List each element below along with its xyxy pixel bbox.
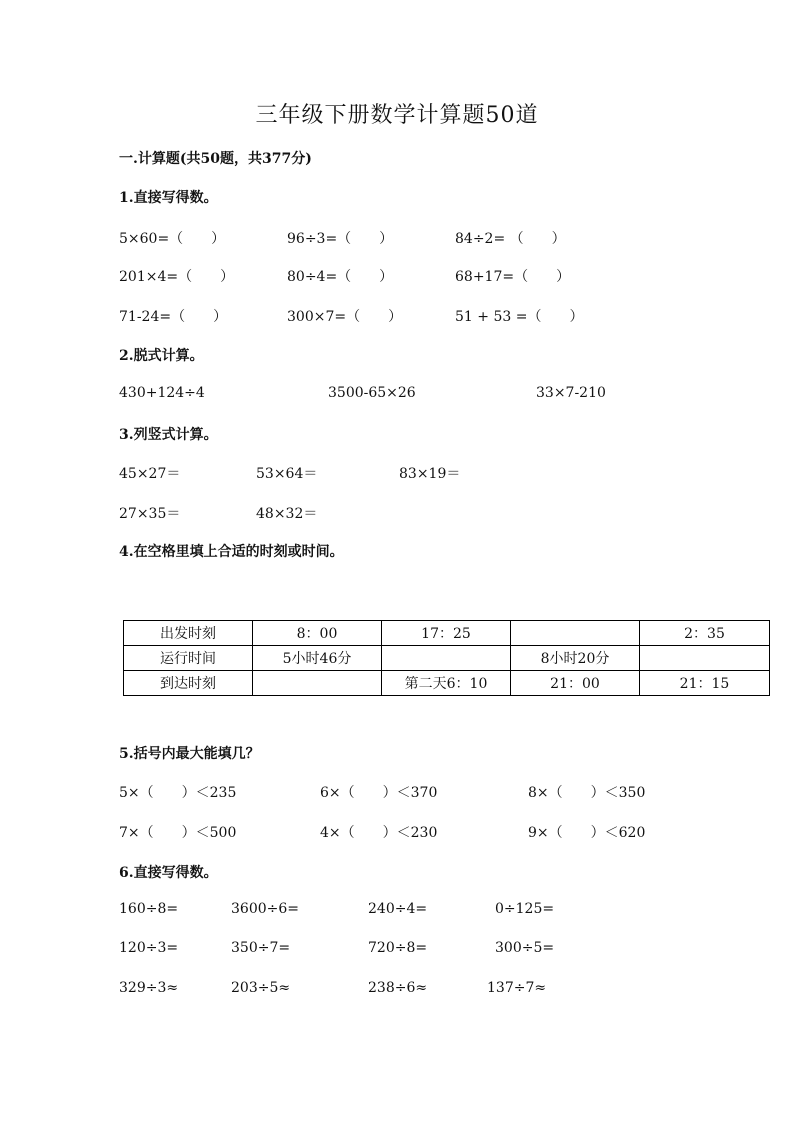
q5-item: 9×（ ）＜620 [528,825,646,841]
table-cell: 运行时间 [124,646,253,671]
table-cell: 5小时46分 [253,646,382,671]
question-3-heading: 3.列竖式计算。 [119,427,218,443]
table-cell: 8：00 [253,621,382,646]
question-5-heading: 5.括号内最大能填几？ [119,746,260,762]
q5-item: 5×（ ）＜235 [119,785,237,801]
q3-item: 27×35＝ [119,506,181,522]
question-6-heading: 6.直接写得数。 [119,865,218,881]
q1-item: 80÷4=（ ） [287,269,394,285]
table-cell: 17：25 [382,621,511,646]
q3-item: 83×19＝ [399,466,461,482]
q6-item: 0÷125= [495,901,555,917]
q3-item: 45×27＝ [119,466,181,482]
q6-item: 120÷3= [119,940,179,956]
table-cell: 21：00 [511,671,640,696]
q6-item: 329÷3≈ [119,980,179,996]
q6-item: 203÷5≈ [231,980,291,996]
table-cell [253,671,382,696]
q1-item: 51 + 53 =（ ） [455,309,584,325]
table-cell: 第二天6：10 [382,671,511,696]
q6-item: 720÷8= [368,940,428,956]
q5-item: 7×（ ）＜500 [119,825,237,841]
q6-item: 137÷7≈ [487,980,547,996]
q5-item: 4×（ ）＜230 [320,825,438,841]
q3-item: 53×64＝ [256,466,318,482]
q6-item: 240÷4= [368,901,428,917]
table-cell [382,646,511,671]
q6-item: 300÷5= [495,940,555,956]
q1-item: 68+17=（ ） [455,269,571,285]
table-cell [640,646,770,671]
q2-item: 3500-65×26 [328,385,416,401]
q5-item: 8×（ ）＜350 [528,785,646,801]
page-title: 三年级下册数学计算题50道 [255,103,539,128]
q6-item: 350÷7= [231,940,291,956]
table-cell: 出发时刻 [124,621,253,646]
section-heading: 一.计算题(共50题，共377分) [119,151,312,167]
q6-item: 238÷6≈ [368,980,428,996]
table-cell: 2：35 [640,621,770,646]
q5-item: 6×（ ）＜370 [320,785,438,801]
table-cell: 21：15 [640,671,770,696]
question-4-heading: 4.在空格里填上合适的时刻或时间。 [119,544,344,560]
q1-item: 84÷2= （ ） [455,231,566,247]
question-1-heading: 1.直接写得数。 [119,190,218,206]
q2-item: 430+124÷4 [119,385,205,401]
q1-item: 71-24=（ ） [119,309,228,325]
q3-item: 48×32＝ [256,506,318,522]
q1-item: 300×7=（ ） [287,309,403,325]
table-row [124,621,770,646]
q2-item: 33×7-210 [536,385,606,401]
table-cell [511,621,640,646]
q6-item: 160÷8= [119,901,179,917]
table-row [124,646,770,671]
question-2-heading: 2.脱式计算。 [119,348,204,364]
q1-item: 201×4=（ ） [119,269,235,285]
q1-item: 96÷3=（ ） [287,231,394,247]
time-table [123,620,770,696]
table-cell: 到达时刻 [124,671,253,696]
table-cell: 8小时20分 [511,646,640,671]
table-row [124,671,770,696]
q1-item: 5×60=（ ） [119,231,226,247]
q6-item: 3600÷6= [231,901,299,917]
